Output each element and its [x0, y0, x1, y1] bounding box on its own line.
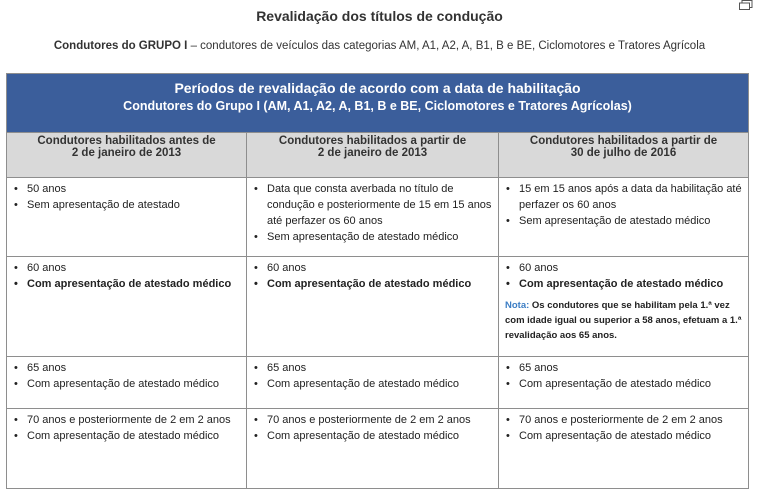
table-row [7, 357, 749, 409]
column-header-line2: 2 de janeiro de 2013 [71, 147, 182, 159]
table-heading [7, 74, 749, 133]
column-header-line2: 30 de julho de 2016 [570, 147, 677, 159]
list-item: • 65 anos [27, 360, 240, 376]
list-item: • Com apresentação de atestado médico [27, 276, 240, 292]
table-heading-line1: Períodos de revalidação de acordo com a data de habilitação [174, 80, 581, 96]
note-text: Os condutores que se habilitam pela 1.ª vez com idade igual ou superior a 58 anos, efetuam a 1.ª revalidação aos 65 anos. [505, 300, 742, 341]
column-header-line1: Condutores habilitados a partir de [278, 135, 467, 147]
list-item: • Com apresentação de atestado médico [267, 276, 492, 292]
column-header-line1: Condutores habilitados a partir de [529, 135, 718, 147]
page-subtitle [0, 40, 759, 52]
table-cell [247, 409, 499, 489]
table-cell [7, 178, 247, 257]
list-item: • 65 anos [519, 360, 742, 376]
table-cell [499, 357, 749, 409]
list-item: • Data que consta averbada no título de condução e posteriormente de 15 em 15 anos até perfazer os 60 anos [267, 181, 492, 229]
table-cell [499, 178, 749, 257]
column-header-line1: Condutores habilitados antes de [37, 135, 216, 147]
table-cell [247, 257, 499, 357]
list-item: • Sem apresentação de atestado médico [267, 229, 492, 245]
list-item: • Com apresentação de atestado médico [27, 428, 240, 444]
column-header [499, 133, 749, 178]
list-item: • Com apresentação de atestado médico [519, 376, 742, 392]
list-item: • 60 anos [267, 260, 492, 276]
list-item: • 65 anos [267, 360, 492, 376]
table-heading-line2: Condutores do Grupo I (AM, A1, A2, A, B1, B e BE, Ciclomotores e Tratores Agrícolas) [123, 99, 632, 113]
list-item: • Com apresentação de atestado médico [267, 428, 492, 444]
list-item: • Sem apresentação de atestado médico [519, 213, 742, 229]
page-title: Revalidação dos títulos de condução [256, 8, 503, 24]
table-row [7, 257, 749, 357]
revalidation-table [6, 73, 749, 489]
subtitle-bold: Condutores do GRUPO I [53, 40, 188, 52]
column-header-line2: 2 de janeiro de 2013 [317, 147, 428, 159]
table-cell [499, 257, 749, 357]
note [505, 298, 742, 343]
list-item: • 60 anos [519, 260, 742, 276]
subtitle-rest: – condutores de veículos das categorias AM, A1, A2, A, B1, B e BE, Ciclomotores e Tratores Agrícola [187, 40, 706, 52]
list-item: • Com apresentação de atestado médico [267, 376, 492, 392]
column-header [7, 133, 247, 178]
table-row [7, 178, 749, 257]
list-item: • 50 anos [27, 181, 240, 197]
table-cell [247, 357, 499, 409]
column-header [247, 133, 499, 178]
list-item: • Com apresentação de atestado médico [27, 376, 240, 392]
list-item: • Com apresentação de atestado médico [519, 428, 742, 444]
table-row [7, 409, 749, 489]
list-item: • 70 anos e posteriormente de 2 em 2 anos [519, 412, 742, 428]
table-cell [7, 357, 247, 409]
list-item: • 70 anos e posteriormente de 2 em 2 anos [267, 412, 492, 428]
list-item: • 60 anos [27, 260, 240, 276]
list-item: • 15 em 15 anos após a data da habilitação até perfazer os 60 anos [519, 181, 742, 213]
list-item: • 70 anos e posteriormente de 2 em 2 anos [27, 412, 240, 428]
note-label: Nota: [505, 300, 530, 311]
table-cell [7, 257, 247, 357]
table-cell [499, 409, 749, 489]
list-item: • Com apresentação de atestado médico [519, 276, 742, 292]
table-cell [7, 409, 247, 489]
table-cell [247, 178, 499, 257]
list-item: • Sem apresentação de atestado [27, 197, 240, 213]
